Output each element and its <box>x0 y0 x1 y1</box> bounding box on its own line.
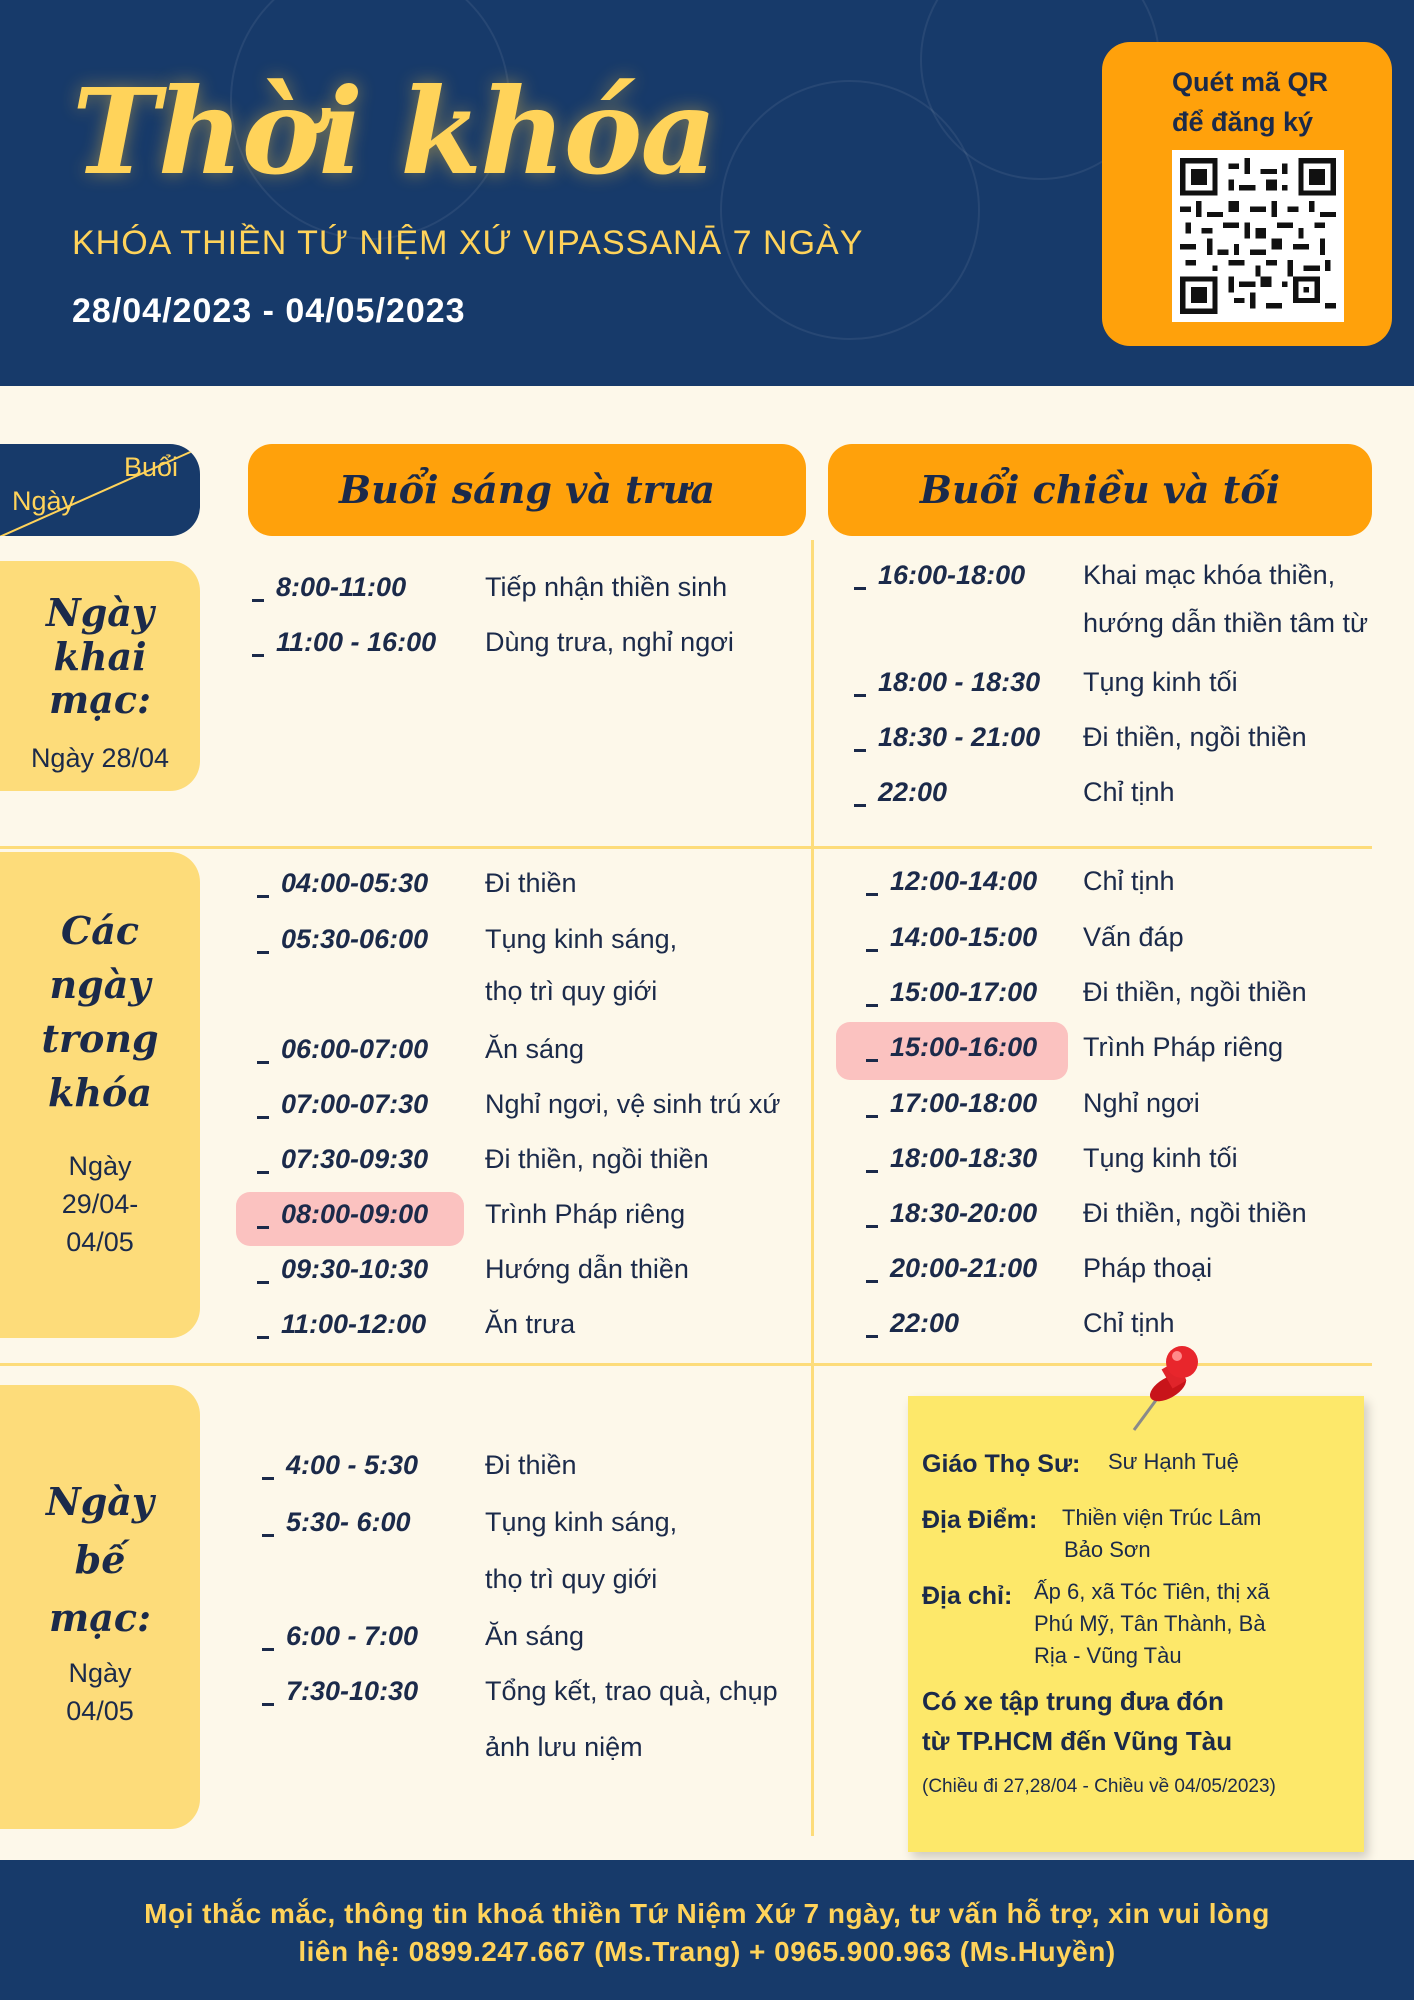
address-line: Phú Mỹ, Tân Thành, Bà <box>1034 1611 1266 1636</box>
activity: Trình Pháp riêng <box>485 1199 686 1229</box>
address-value <box>1034 1576 1270 1672</box>
activity: Ăn sáng <box>485 1034 585 1064</box>
activity: Đi thiền, ngồi thiền <box>1083 1198 1307 1228</box>
column-header-evening: Buổi chiều và tối <box>828 444 1372 536</box>
day-date-line: 29/04- <box>61 1188 139 1219</box>
activity-continued: thọ trì quy giới <box>485 976 658 1006</box>
table-corner-header <box>0 444 200 536</box>
day-title-line: Ngày <box>45 590 154 635</box>
footer-line: Mọi thắc mắc, thông tin khoá thiền Tứ Niệm Xứ 7 ngày, tư vấn hỗ trợ, xin vui lòng <box>144 1898 1270 1929</box>
time-slot: 17:00-18:00 <box>866 1088 1037 1119</box>
course-dates: 28/04/2023 - 04/05/2023 <box>72 292 466 330</box>
activity: Chỉ tịnh <box>1083 866 1175 896</box>
time-slot: 7:30-10:30 <box>262 1676 418 1707</box>
day-title-line: trong <box>41 1016 159 1061</box>
qr-label-line1: Quét mã QR <box>1172 67 1329 97</box>
day-date <box>0 1148 200 1261</box>
activity: Đi thiền, ngồi thiền <box>1083 722 1307 752</box>
corner-session-label: Buổi <box>123 452 178 482</box>
time-slot: 12:00-14:00 <box>866 866 1037 897</box>
time-slot: 5:30- 6:00 <box>262 1507 411 1538</box>
day-title-line: bế <box>74 1537 126 1582</box>
day-date-line: Ngày <box>68 1151 132 1181</box>
address-row <box>922 1582 1012 1611</box>
bus-schedule-note: (Chiều đi 27,28/04 - Chiều về 04/05/2023) <box>922 1776 1276 1797</box>
footer-contact <box>0 1860 1414 2000</box>
activity: Ăn sáng <box>485 1621 585 1651</box>
address-line: Ấp 6, xã Tóc Tiên, thị xã <box>1034 1579 1270 1604</box>
place-row <box>922 1506 1037 1535</box>
time-slot: 05:30-06:00 <box>257 924 428 955</box>
day-title <box>0 904 200 1120</box>
activity: Chỉ tịnh <box>1083 1308 1175 1338</box>
place-line: Thiền viện Trúc Lâm <box>1062 1505 1262 1530</box>
time-slot: 04:00-05:30 <box>257 868 428 899</box>
time-slot: 22:00 <box>854 777 947 808</box>
place-value <box>1062 1502 1261 1566</box>
day-date: Ngày 28/04 <box>30 743 170 774</box>
address-line: Rịa - Vũng Tàu <box>1034 1643 1182 1668</box>
time-slot: 18:30 - 21:00 <box>854 722 1040 753</box>
place-label: Địa Điểm: <box>922 1506 1038 1534</box>
time-slot: 09:30-10:30 <box>257 1254 428 1285</box>
activity: Tổng kết, trao quà, chụp <box>485 1676 778 1706</box>
day-date-line: 04/05 <box>66 1695 134 1726</box>
teacher-name: Sư Hạnh Tuệ <box>1108 1449 1239 1474</box>
day-title <box>0 1473 200 1647</box>
activity: Tụng kinh sáng, <box>485 1507 678 1537</box>
bus-info-line: Có xe tập trung đưa đón <box>922 1686 1224 1716</box>
time-slot: 15:00-17:00 <box>866 977 1037 1008</box>
time-slot: 11:00 - 16:00 <box>252 627 436 658</box>
time-slot: 11:00-12:00 <box>257 1309 426 1340</box>
activity: Tụng kinh sáng, <box>485 924 678 954</box>
day-title-line: Các <box>60 908 139 953</box>
corner-day-label: Ngày <box>12 486 76 516</box>
activity: Hướng dẫn thiền <box>485 1254 689 1284</box>
time-slot: 06:00-07:00 <box>257 1034 428 1065</box>
activity: Nghỉ ngơi, vệ sinh trú xứ <box>485 1089 781 1119</box>
qr-code-icon[interactable] <box>1172 150 1344 322</box>
bus-info-line: từ TP.HCM đến Vũng Tàu <box>922 1726 1233 1756</box>
day-date-line: Ngày <box>68 1658 132 1688</box>
info-sticky-note <box>908 1396 1364 1852</box>
address-label: Địa chỉ: <box>922 1582 1013 1610</box>
teacher-label: Giáo Thọ Sư: <box>922 1450 1081 1478</box>
time-slot: 4:00 - 5:30 <box>262 1450 418 1481</box>
day-title-line: mạc: <box>49 1595 151 1640</box>
time-slot: 18:00 - 18:30 <box>854 667 1040 698</box>
footer-line: liên hệ: 0899.247.667 (Ms.Trang) + 0965.900.963 (Ms.Huyền) <box>298 1936 1116 1967</box>
time-slot: 15:00-16:00 <box>866 1032 1037 1063</box>
time-slot: 14:00-15:00 <box>866 922 1037 953</box>
activity: Tiếp nhận thiền sinh <box>485 572 728 602</box>
activity: Dùng trưa, nghỉ ngơi <box>485 627 734 657</box>
day-title-line: ngày <box>49 962 151 1007</box>
course-subtitle: KHÓA THIỀN TỨ NIỆM XỨ VIPASSANĀ 7 NGÀY <box>72 224 864 262</box>
activity: Pháp thoại <box>1083 1253 1213 1283</box>
day-date-line: 04/05 <box>66 1226 134 1257</box>
qr-label-line2: để đăng ký <box>1172 107 1314 137</box>
activity: Đi thiền <box>485 1450 577 1480</box>
activity-continued: ảnh lưu niệm <box>485 1732 643 1762</box>
activity-continued: hướng dẫn thiền tâm từ <box>1083 608 1369 638</box>
time-slot: 07:30-09:30 <box>257 1144 428 1175</box>
activity: Nghỉ ngơi <box>1083 1088 1200 1118</box>
activity: Trình Pháp riêng <box>1083 1032 1284 1062</box>
teacher-row <box>922 1450 1080 1479</box>
activity: Vấn đáp <box>1083 922 1184 952</box>
column-divider <box>811 540 814 1836</box>
activity: Đi thiền, ngồi thiền <box>1083 977 1307 1007</box>
activity: Đi thiền, ngồi thiền <box>485 1144 709 1174</box>
day-label-closing <box>0 1385 200 1829</box>
time-slot: 8:00-11:00 <box>252 572 406 603</box>
day-label-course-days <box>0 852 200 1338</box>
qr-register-box <box>1102 42 1392 346</box>
row-divider <box>0 846 1372 849</box>
activity-continued: thọ trì quy giới <box>485 1564 658 1594</box>
page-title: Thời khóa <box>72 62 715 201</box>
activity: Đi thiền <box>485 868 577 898</box>
time-slot: 18:00-18:30 <box>866 1143 1037 1174</box>
time-slot: 16:00-18:00 <box>854 560 1025 591</box>
time-slot: 20:00-21:00 <box>866 1253 1037 1284</box>
push-pin-icon <box>1124 1344 1204 1434</box>
time-slot: 07:00-07:30 <box>257 1089 428 1120</box>
day-title <box>0 591 200 722</box>
activity: Ăn trưa <box>485 1309 576 1339</box>
activity: Chỉ tịnh <box>1083 777 1175 807</box>
day-title-line: khai mạc: <box>49 633 151 723</box>
time-slot: 6:00 - 7:00 <box>262 1621 418 1652</box>
time-slot: 22:00 <box>866 1308 959 1339</box>
time-slot: 08:00-09:00 <box>257 1199 428 1230</box>
place-line: Bảo Sơn <box>1064 1537 1151 1562</box>
time-slot: 18:30-20:00 <box>866 1198 1037 1229</box>
day-title-line: Ngày <box>45 1479 154 1524</box>
column-header-morning: Buổi sáng và trưa <box>248 444 806 536</box>
activity: Khai mạc khóa thiền, <box>1083 560 1336 590</box>
qr-label <box>1172 62 1328 142</box>
header-banner <box>0 0 1414 386</box>
activity: Tụng kinh tối <box>1083 667 1238 697</box>
activity: Tụng kinh tối <box>1083 1143 1238 1173</box>
day-date <box>0 1655 200 1731</box>
day-title-line: khóa <box>48 1070 152 1115</box>
day-label-opening <box>0 561 200 791</box>
